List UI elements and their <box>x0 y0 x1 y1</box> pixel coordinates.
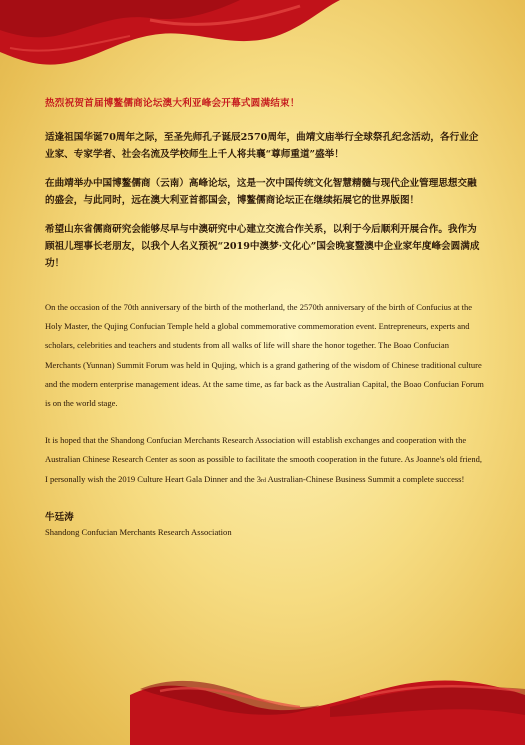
english-paragraph-1: On the occasion of the 70th anniversary of the birth of the motherland, the 2570th anniversary of the birth of Confucius at the Holy Master, the Qujing Confucian Temple held a global commemorative commemoration event. Entrepreneurs, experts and scholars, celebrities and teachers and students from all walks of life will share the honor together. The Boao Confucian Merchants (Yunnan) Summit Forum was held in Qujing, which is a grand gathering of the wisdom of Chinese traditional culture and the modern enterprise management ideas. At the same time, as far back as the Australian Capital, the Boao Confucian Forum is on the world stage. <box>45 302 484 409</box>
chinese-paragraph-1: 适逢祖国华诞70周年之际，至圣先师孔子诞辰2570周年，曲靖文庙举行全球祭孔纪念活动，各行业企业家、专家学者、社会名流及学校师生上千人将共襄“尊师重道”盛举！ <box>45 132 479 160</box>
signature-organization: Shandong Confucian Merchants Research Association <box>45 526 232 537</box>
english-paragraph-2-main: It is hoped that the Shandong Confucian Merchants Research Association will establish exchanges and cooperation with the Australian Chinese Research Center as soon as possible to facilitate the smooth cooperation in the future. As Joanne's old friend, I personally wish the 2019 Culture Heart Gala Dinner and the 3 <box>45 435 483 484</box>
signature-name: 牛廷涛 <box>45 511 74 523</box>
english-paragraph-2-ordinal: rd <box>260 477 266 484</box>
chinese-paragraph-2: 在曲靖举办中国博鳌儒商（云南）高峰论坛，这是一次中国传统文化智慧精髓与现代企业管理思想交融的盛会，与此同时，远在澳大利亚首都国会，博鳌儒商论坛正在继续拓展它的世界版图！ <box>45 178 477 206</box>
chinese-paragraph-3: 希望山东省儒商研究会能够尽早与中澳研究中心建立交流合作关系，以利于今后顺利开展合作。我作为顾祖儿理事长老朋友，以我个人名义预祝“2019中澳梦·文化心”国会晚宴暨澳中企业家年度峰会圆满成功！ <box>45 224 480 269</box>
letter-title: 热烈祝贺首届博鳌儒商论坛澳大利亚峰会开幕式圆满结束！ <box>45 98 300 109</box>
red-ribbon-top-decoration <box>0 0 340 75</box>
english-paragraph-2 <box>45 431 485 491</box>
letter-content <box>45 95 485 537</box>
english-paragraph-2-tail: Australian-Chinese Business Summit a complete success! <box>265 473 465 484</box>
red-ribbon-bottom-decoration <box>130 655 525 745</box>
